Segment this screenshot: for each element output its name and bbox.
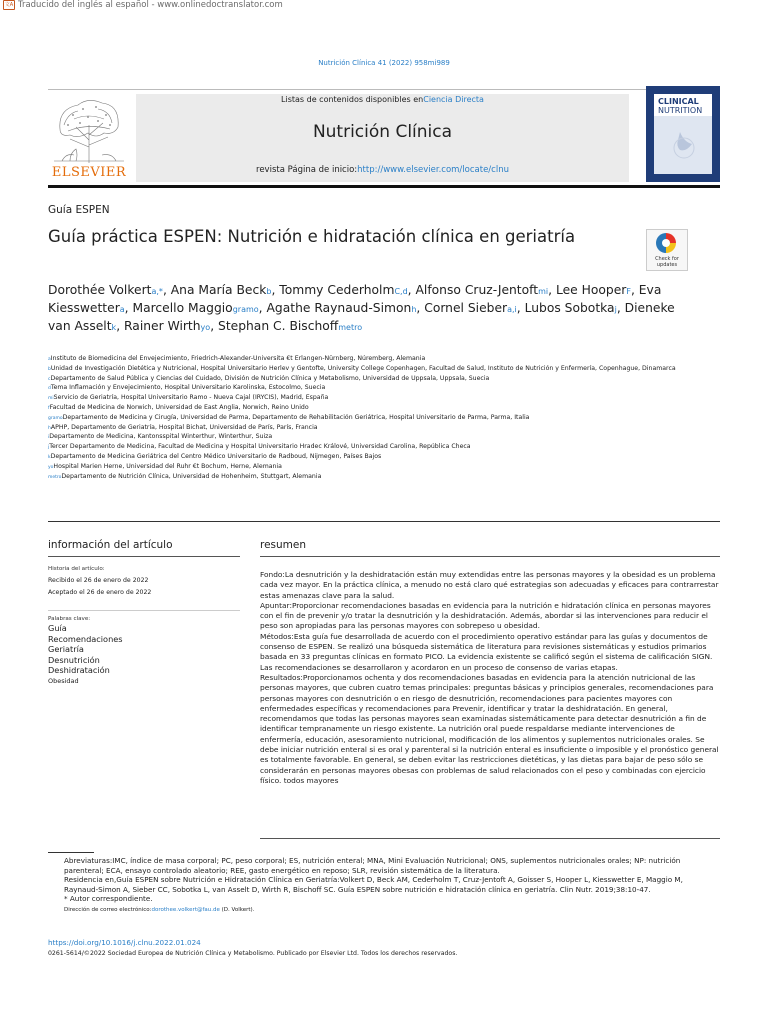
abstract-body bbox=[260, 570, 720, 786]
homepage-link[interactable]: http://www.elsevier.com/locate/clnu bbox=[357, 165, 509, 175]
affiliation-text: Departamento de Nutrición Clínica, Universidad de Hohenheim, Stuttgart, Alemania bbox=[61, 472, 322, 480]
author-list bbox=[48, 282, 688, 336]
footnotes bbox=[48, 856, 718, 916]
keyword-item: Obesidad bbox=[48, 676, 79, 685]
crossmark-icon bbox=[656, 233, 676, 253]
affiliation-mark: k bbox=[48, 454, 51, 460]
affiliation-mark: mi bbox=[48, 396, 54, 402]
affiliation-item bbox=[48, 414, 728, 424]
author-affiliation-mark[interactable]: a,i bbox=[507, 305, 517, 314]
email-line bbox=[48, 906, 718, 916]
author-affiliation-mark[interactable]: yo bbox=[200, 323, 211, 332]
author-name[interactable]: Lee Hooper bbox=[555, 283, 627, 297]
abstract-paragraph: Métodos:Esta guía fue desarrollada de acuerdo con el procedimiento operativo estándar para las guías y documentos de consenso de ESPEN. Se realizó una búsqueda sistemática de literatura para revisiones sistemáticas y estudios primarios basada en 33 preguntas clínicas en formato PICO. La evidencia existente se calificó según el sistema de calificación SIGN. Las recomendaciones se desarrollaron y acordaron en un proceso de consenso de varias etapas. bbox=[260, 631, 713, 672]
history-rule bbox=[48, 610, 240, 611]
science-direct-link[interactable]: Ciencia Directa bbox=[423, 95, 484, 104]
affiliation-mark: b bbox=[48, 366, 51, 372]
author-name[interactable]: Cornel Sieber bbox=[424, 301, 508, 315]
copyright-line: 0261-5614/©2022 Sociedad Europea de Nutrición Clínica y Metabolismo. Publicado por Elsevier Ltd. Todos los derechos reservados. bbox=[48, 950, 458, 957]
translator-text[interactable]: Traducido del inglés al español - www.onlinedoctranslator.com bbox=[18, 0, 283, 10]
affiliation-text: Tema Inflamación y Envejecimiento, Hospital Universitario Karolinska, Estocolmo, Suecia bbox=[50, 384, 326, 392]
author-affiliation-mark[interactable]: metro bbox=[338, 323, 363, 332]
affiliation-mark: j bbox=[48, 445, 50, 451]
affiliation-item bbox=[48, 355, 728, 365]
author-separator: , bbox=[271, 283, 280, 297]
translator-banner[interactable] bbox=[3, 0, 283, 10]
affiliation-item bbox=[48, 394, 728, 404]
affiliation-item bbox=[48, 443, 728, 453]
author-name[interactable]: Dieneke van Asselt bbox=[48, 301, 675, 333]
affiliation-mark: h bbox=[48, 425, 51, 431]
email-prefix: Dirección de correo electrónico: bbox=[64, 906, 152, 913]
keyword-item: Deshidratación bbox=[48, 665, 110, 676]
affiliation-text: Instituto de Biomedicina del Envejecimiento, Friedrich-Alexander-Universita €t Erlangen-Nürnberg, Núremberg, Alemania bbox=[50, 355, 426, 362]
affiliation-text: Servicio de Geriatría, Hospital Universitario Ramo - Nueva Cajal (IRYCIS), Madrid, España bbox=[53, 394, 329, 402]
abstract-heading: resumen bbox=[260, 539, 307, 551]
author-affiliation-mark[interactable]: a bbox=[119, 305, 125, 314]
affiliation-text: Departamento de Salud Pública y Ciencias del Cuidado, División de Nutrición Clínica y Metabolismo, Universidad de Uppsala, Uppsala, Suecia bbox=[50, 374, 490, 382]
journal-cover bbox=[646, 86, 720, 182]
section-rule bbox=[48, 521, 720, 522]
history-label: Historia del artículo: bbox=[48, 566, 105, 572]
author-affiliation-mark[interactable]: b bbox=[266, 287, 272, 296]
article-type: Guía ESPEN bbox=[48, 204, 110, 216]
header-top-rule bbox=[48, 89, 720, 90]
affiliation-list bbox=[48, 355, 728, 482]
homepage-prefix: revista Página de inicio: bbox=[256, 165, 358, 175]
abstract-paragraph: Resultados:Proporcionamos ochenta y dos recomendaciones basadas en evidencia para la atención nutricional de las personas mayores, que cubren cuatro temas principales: preguntas básicas y principios generales, recomendaciones para personas mayores con desnutrición o en riesgo de desnutrición, recomendaciones para pacientes mayores con enfermedades específicas y recomendaciones para Prevenir, identificar y tratar la deshidratación. En general, recomendamos que todas las personas mayores sean examinadas sistemáticamente para detectar desnutrición a fin de identificar tempranamente un riesgo existente. La nutrición oral puede respaldarse mediante intervenciones de enfermería, educación, asesoramiento nutricional, modificación de los alimentos y suplementos nutricionales orales. Se debe iniciar nutrición enteral si es oral y parenteral si la nutrición enteral es insuficiente o imposible y el pronóstico general es totalmente favorable. En general, se deben evitar las restricciones dietéticas, y las dietas para bajar de peso sólo se considerarán en personas mayores obesas con problemas de salud relacionados con el peso y combinadas con ejercicio físico. todos mayores bbox=[260, 672, 719, 785]
keywords-label: Palabras clave: bbox=[48, 616, 91, 622]
affiliation-item bbox=[48, 384, 728, 394]
received-date: Recibido el 26 de enero de 2022 bbox=[48, 577, 149, 584]
affiliation-text: Departamento de Medicina Geriátrica del Centro Médico Universitario de Radboud, Nijmegen, Países Bajos bbox=[50, 452, 382, 460]
author-affiliation-mark[interactable]: gramo bbox=[232, 305, 259, 314]
affiliation-item bbox=[48, 365, 728, 375]
keyword-item: Geriatría bbox=[48, 644, 84, 655]
affiliation-item bbox=[48, 453, 728, 463]
author-affiliation-mark[interactable]: k bbox=[111, 323, 117, 332]
affiliation-text: APHP, Departamento de Geriatría, Hospital Bichat, Universidad de París, París, Francia bbox=[50, 423, 318, 431]
author-separator: , bbox=[124, 301, 133, 315]
author-name[interactable]: Lubos Sobotka bbox=[524, 301, 615, 315]
keyword-item: Guía bbox=[48, 623, 67, 633]
affiliation-mark: a bbox=[48, 357, 51, 362]
keyword-list bbox=[48, 623, 123, 687]
residency-footnote: Residencia en,Guía ESPEN sobre Nutrición e Hidratación Clínica en Geriatría:Volkert D, Beck AM, Cederholm T, Cruz-Jentoft A, Goisser S, Hooper L, Kiesswetter E, Maggio M, Raynaud-Simon A, Sieber CC, Sobotka L, van Asselt D, Wirth R, Bischoff SC. Guía ESPEN sobre nutrición e hidratación clínica en geriatría. Clin Nutr. 2019;38:10-47. bbox=[64, 875, 683, 894]
check-for-updates-label: Check for updates bbox=[655, 256, 679, 268]
article-info-rule bbox=[48, 556, 240, 557]
author-separator: , bbox=[162, 283, 171, 297]
affiliation-text: Unidad de Investigación Dietética y Nutricional, Hospital Universitario Herlev y Gentofte, University College Copenhagen, Facultad de Salud, Instituto de Nutrición y Enfermería, Copenhague, Dinamarca bbox=[50, 364, 676, 372]
author-name[interactable]: Stephan C. Bischoff bbox=[218, 319, 339, 333]
cover-title-line2: NUTRITION bbox=[658, 106, 703, 115]
author-separator: , bbox=[548, 283, 556, 297]
author-name[interactable]: Eva Kiesswetter bbox=[48, 283, 662, 315]
affiliation-text: Departamento de Medicina y Cirugía, Universidad de Parma, Departamento de Rehabilitación Geriátrica, Hospital Universitario de Parma, Parma, Italia bbox=[62, 413, 530, 421]
publisher-name: ELSEVIER bbox=[51, 165, 127, 180]
author-name[interactable]: Dorothée Volkert bbox=[48, 283, 152, 297]
author-separator: , bbox=[116, 319, 125, 333]
author-affiliation-mark[interactable]: F bbox=[626, 287, 631, 296]
journal-title: Nutrición Clínica bbox=[312, 122, 453, 142]
email-link[interactable]: dorothee.volkert@fau.de bbox=[151, 906, 220, 913]
keyword-item: Recomendaciones bbox=[48, 633, 123, 644]
footnote-rule bbox=[48, 852, 94, 853]
email-suffix: (D. Volkert). bbox=[219, 906, 255, 913]
author-separator: , bbox=[516, 301, 525, 315]
keyword-item: Desnutrición bbox=[48, 654, 100, 665]
author-affiliation-mark[interactable]: mi bbox=[538, 287, 549, 296]
author-name[interactable]: Alfonso Cruz-Jentoft bbox=[415, 283, 539, 297]
author-affiliation-mark[interactable]: j bbox=[614, 305, 617, 314]
affiliation-item bbox=[48, 473, 728, 483]
homepage-line bbox=[136, 165, 629, 175]
author-name[interactable]: Marcello Maggio bbox=[132, 301, 233, 315]
author-affiliation-mark[interactable]: C,d bbox=[394, 287, 408, 296]
affiliation-mark: d bbox=[48, 386, 51, 392]
author-name[interactable]: Rainer Wirth bbox=[124, 319, 201, 333]
author-separator: , bbox=[210, 319, 219, 333]
author-separator: , bbox=[416, 301, 425, 315]
abbreviations-footnote: Abreviaturas:IMC, índice de masa corporal; PC, peso corporal; ES, nutrición enteral; MNA, Mini Evaluación Nutricional; ONS, suplementos nutricionales orales; NP: nutrición parenteral; ECA, ensayo controlado aleatorio; REE, gasto energético en reposo; SLR, revisión sistemática de la literatura. bbox=[64, 856, 681, 875]
author-name[interactable]: Ana María Beck bbox=[170, 283, 267, 297]
contents-line bbox=[136, 95, 629, 104]
abstract-paragraph: Apuntar:Proporcionar recomendaciones basadas en evidencia para la nutrición e hidratación clínica en personas mayores con el fin de prevenir y/o tratar la desnutrición y la deshidratación. Además, abordar si las intervenciones para reducir el peso son apropiadas para las personas mayores con sobrepeso u obesidad. bbox=[260, 600, 711, 631]
abstract-paragraph: Fondo:La desnutrición y la deshidratación están muy extendidas entre las personas mayores y la obesidad es un problema cada vez mayor. En la práctica clínica, a menudo no está claro qué estrategias son adecuadas y eficaces para contrarrestar estas amenazas clave para la salud. bbox=[260, 570, 719, 600]
affiliation-text: Tercer Departamento de Medicina, Facultad de Medicina y Hospital Universitario Hradec Králové, Universidad Carolina, República Checa bbox=[49, 443, 471, 451]
author-separator: , bbox=[616, 301, 625, 315]
article-info-heading: información del artículo bbox=[48, 539, 173, 551]
author-affiliation-mark[interactable]: a,* bbox=[151, 287, 163, 296]
author-name[interactable]: Tommy Cederholm bbox=[279, 283, 395, 297]
affiliation-mark: c bbox=[48, 376, 51, 382]
affiliation-mark: gramo bbox=[48, 415, 63, 421]
affiliation-item bbox=[48, 404, 728, 414]
corresponding-author-note: * Autor correspondiente. bbox=[64, 894, 153, 904]
affiliation-item bbox=[48, 424, 728, 434]
contents-prefix: Listas de contenidos disponibles en bbox=[281, 95, 424, 104]
author-name[interactable]: Agathe Raynaud-Simon bbox=[266, 301, 412, 315]
abstract-rule bbox=[260, 556, 720, 557]
abstract-bottom-rule bbox=[260, 838, 720, 839]
cover-title bbox=[658, 97, 702, 115]
author-separator: , bbox=[630, 283, 639, 297]
check-for-updates-badge[interactable] bbox=[646, 229, 688, 271]
author-affiliation-mark[interactable]: h bbox=[411, 305, 417, 314]
article-title: Guía práctica ESPEN: Nutrición e hidratación clínica en geriatría bbox=[48, 227, 576, 246]
affiliation-item bbox=[48, 433, 728, 443]
author-separator: , bbox=[258, 301, 267, 315]
affiliation-item bbox=[48, 375, 728, 385]
author-separator: , bbox=[407, 283, 416, 297]
cover-title-line1: CLINICAL bbox=[658, 97, 699, 106]
affiliation-text: Departamento de Medicina, Kantonsspital Winterthur, Winterthur, Suiza bbox=[49, 433, 273, 441]
affiliation-text: Facultad de Medicina de Norwich, Universidad de East Anglia, Norwich, Reino Unido bbox=[49, 403, 309, 411]
affiliation-mark: i bbox=[48, 435, 50, 441]
accepted-date: Aceptado el 26 de enero de 2022 bbox=[48, 589, 152, 596]
header-bottom-rule bbox=[48, 185, 720, 188]
affiliation-mark: metro bbox=[48, 474, 62, 480]
affiliation-text: Hospital Marien Herne, Universidad del Ruhr €t Bochum, Herne, Alemania bbox=[53, 462, 282, 470]
journal-reference[interactable]: Nutrición Clínica 41 (2022) 958mi989 bbox=[318, 59, 450, 67]
translate-icon: 文A bbox=[4, 2, 14, 8]
doi-link[interactable]: https://doi.org/10.1016/j.clnu.2022.01.024 bbox=[48, 938, 201, 947]
affiliation-mark: f bbox=[48, 405, 50, 411]
affiliation-item bbox=[48, 463, 728, 473]
affiliation-mark: yo bbox=[48, 464, 54, 470]
